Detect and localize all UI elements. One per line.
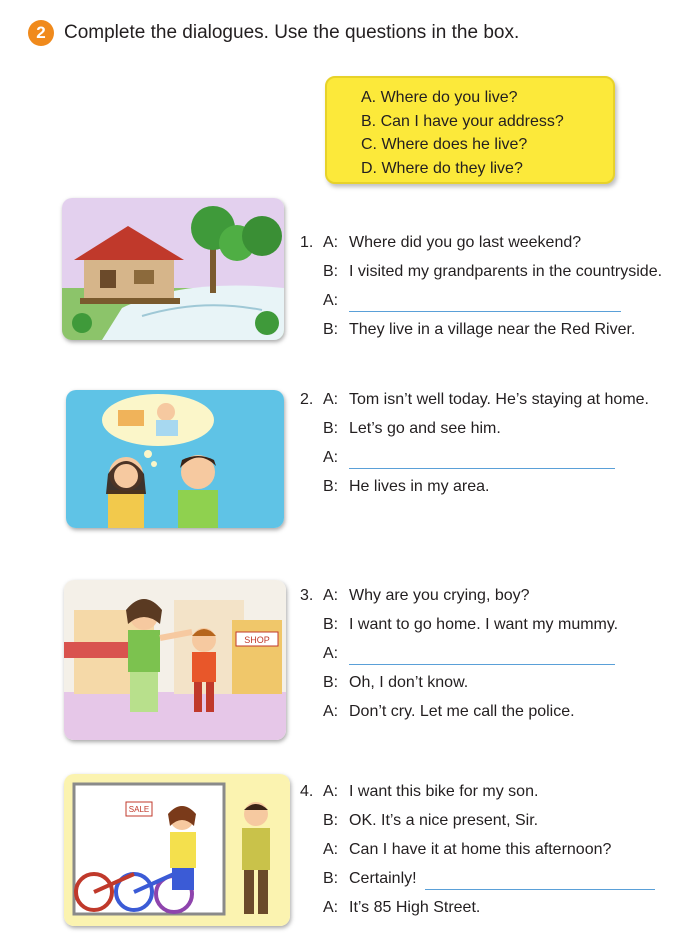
speaker-label: B: — [323, 812, 339, 829]
exercise-header — [28, 20, 519, 46]
dialogue-line — [300, 321, 662, 350]
answer-blank[interactable] — [349, 468, 615, 469]
dialogue-text: I want to go home. I want my mummy. — [349, 616, 619, 633]
dialogue-line — [300, 674, 618, 703]
speaker-label: A: — [323, 703, 339, 720]
dialogue-line — [300, 645, 618, 674]
dialogue-2 — [300, 391, 649, 507]
dialogue-line — [300, 783, 655, 812]
woman-icon — [168, 806, 196, 890]
speaker-label: B: — [323, 616, 339, 633]
dialogue-text: Tom isn’t well today. He’s staying at home. — [349, 391, 649, 408]
dialogue-line — [300, 616, 618, 645]
girl-icon — [106, 457, 146, 528]
dialogue-text: Oh, I don’t know. — [349, 674, 469, 691]
question-option-c: C. Where does he live? — [361, 136, 528, 153]
dialogue-text: Where did you go last weekend? — [349, 234, 582, 251]
answer-blank[interactable] — [349, 311, 621, 312]
dialogue-line — [300, 703, 618, 732]
speaker-label: A: — [323, 899, 339, 916]
answer-blank[interactable] — [425, 889, 655, 890]
picture-bike-shop — [64, 774, 290, 926]
shop-sign-text: SHOP — [244, 635, 270, 645]
dialogue-line — [300, 478, 649, 507]
question-option-a: A. Where do you live? — [361, 89, 518, 106]
question-option-b: B. Can I have your address? — [361, 112, 564, 130]
dialogue-line — [300, 841, 655, 870]
dialogue-text: I visited my grandparents in the countryside. — [349, 263, 663, 280]
dialogue-text: OK. It’s a nice present, Sir. — [349, 812, 539, 829]
dialogue-text: They live in a village near the Red River. — [349, 321, 636, 338]
dialogue-3 — [300, 587, 618, 732]
exercise-instruction: Complete the dialogues. Use the questions in the box. — [64, 22, 520, 43]
speaker-label: B: — [323, 870, 339, 887]
dialogue-text: Why are you crying, boy? — [349, 587, 530, 604]
question-box — [325, 76, 615, 184]
speaker-label: A: — [323, 292, 339, 309]
dialogue-line — [300, 449, 649, 478]
exercise-number-badge: 2 — [28, 20, 54, 46]
dialogue-line — [300, 812, 655, 841]
speaker-label: A: — [323, 783, 339, 800]
speaker-label: B: — [323, 674, 339, 691]
picture-countryside-house — [62, 198, 284, 340]
speaker-label: A: — [323, 587, 339, 604]
speaker-label: A: — [323, 234, 339, 251]
dialogue-number: 2. — [300, 391, 314, 408]
speaker-label: A: — [323, 841, 339, 858]
dialogue-4 — [300, 783, 655, 928]
picture-lost-boy — [64, 580, 286, 740]
dialogue-number: 4. — [300, 783, 314, 800]
dialogue-line — [300, 391, 649, 420]
dialogue-number: 3. — [300, 587, 314, 604]
dialogue-text: Let’s go and see him. — [349, 420, 501, 437]
dialogue-1 — [300, 234, 662, 350]
speaker-label: A: — [323, 449, 339, 466]
dialogue-text: I want this bike for my son. — [349, 783, 539, 800]
dialogue-line — [300, 870, 655, 899]
speaker-label: B: — [323, 263, 339, 280]
dialogue-line — [300, 263, 662, 292]
dialogue-line — [300, 234, 662, 263]
boy-icon — [178, 455, 218, 528]
picture-children-talking — [66, 390, 284, 528]
dialogue-number: 1. — [300, 234, 314, 251]
speaker-label: A: — [323, 391, 339, 408]
dialogue-line — [300, 899, 655, 928]
dialogue-text: Certainly! — [349, 870, 417, 887]
dialogue-text: He lives in my area. — [349, 478, 490, 495]
dialogue-text: Don’t cry. Let me call the police. — [349, 703, 575, 720]
dialogue-line — [300, 420, 649, 449]
speaker-label: A: — [323, 645, 339, 662]
dialogue-text: It’s 85 High Street. — [349, 899, 481, 916]
speaker-label: B: — [323, 321, 339, 338]
dialogue-text: Can I have it at home this afternoon? — [349, 841, 612, 858]
question-option-d: D. Where do they live? — [361, 159, 523, 177]
speaker-label: B: — [323, 420, 339, 437]
sale-sign-text: SALE — [128, 805, 150, 814]
answer-blank[interactable] — [349, 664, 615, 665]
dialogue-line — [300, 587, 618, 616]
dialogue-line — [300, 292, 662, 321]
speaker-label: B: — [323, 478, 339, 495]
